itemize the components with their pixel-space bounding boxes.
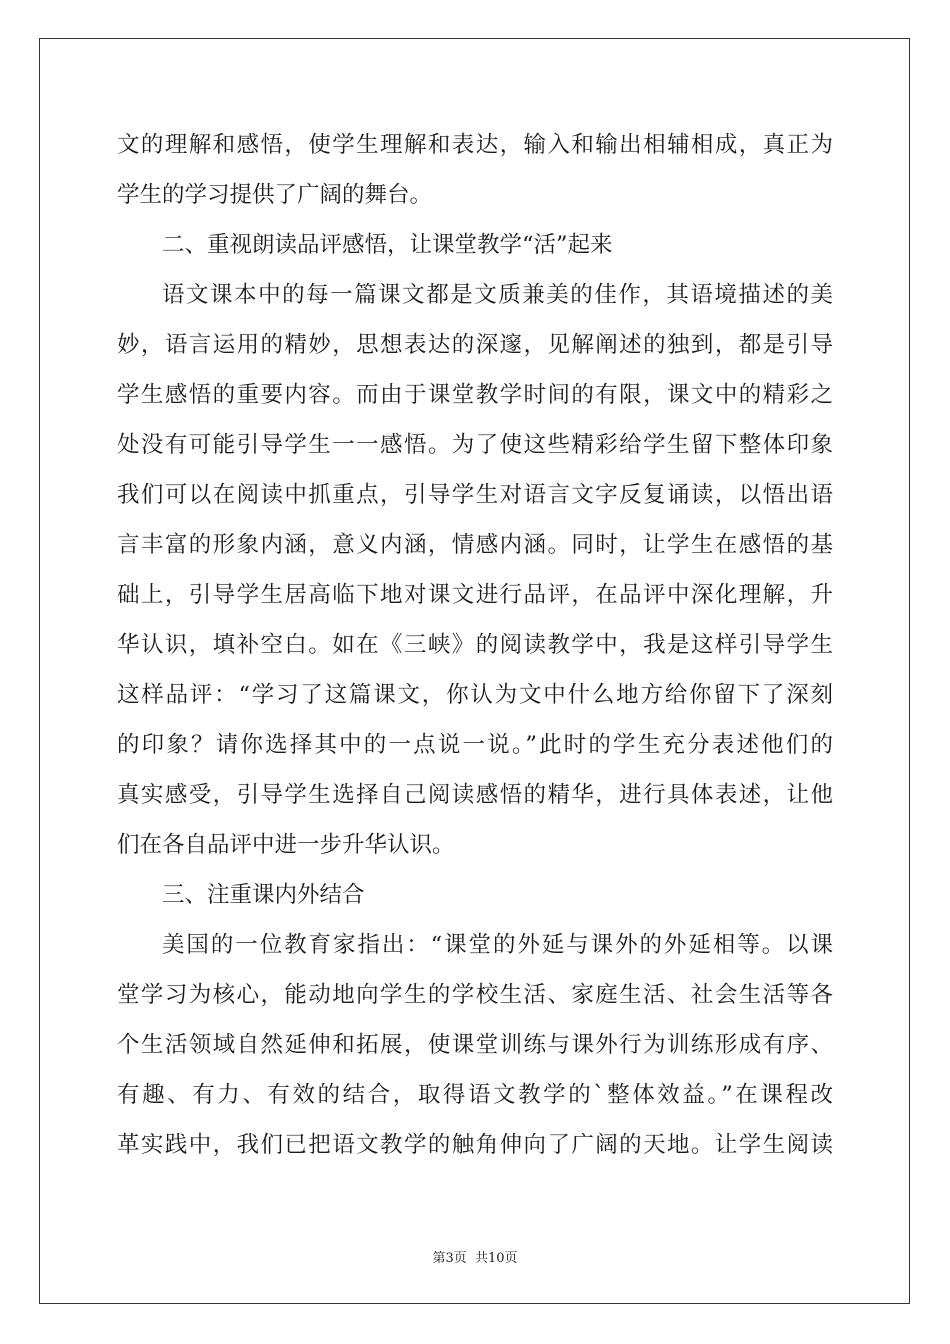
text-line: 础上，引导学生居高临下地对课文进行品评，在品评中深化理解，升	[117, 582, 833, 608]
text-line: 堂学习为核心，能动地向学生的学校生活、家庭生活、社会生活等各	[117, 982, 833, 1008]
page-footer	[0, 1247, 950, 1266]
text-line: 文的理解和感悟，使学生理解和表达，输入和输出相辅相成，真正为	[117, 132, 833, 158]
text-line: 这样品评：“学习了这篇课文，你认为文中什么地方给你留下了深刻	[117, 682, 833, 708]
text-line: 语文课本中的每一篇课文都是文质兼美的佳作，其语境描述的美	[162, 282, 833, 308]
page-number: 第3页	[432, 1251, 467, 1266]
text-line: 我们可以在阅读中抓重点，引导学生对语言文字反复诵读，以悟出语	[117, 482, 833, 508]
text-line: 有趣、有力、有效的结合，取得语文教学的`整体效益。”在课程改	[117, 1082, 833, 1108]
text-line: 个生活领域自然延伸和拓展，使课堂训练与课外行为训练形成有序、	[117, 1032, 833, 1058]
text-line: 学生感悟的重要内容。而由于课堂教学时间的有限，课文中的精彩之	[117, 382, 833, 408]
text-line: 美国的一位教育家指出：“课堂的外延与课外的外延相等。以课	[162, 932, 833, 958]
text-line: 华认识，填补空白。如在《三峡》的阅读教学中，我是这样引导学生	[117, 632, 833, 658]
text-line: 的印象？请你选择其中的一点说一说。”此时的学生充分表述他们的	[117, 732, 833, 758]
text-line: 妙，语言运用的精妙，思想表达的深邃，见解阐述的独到，都是引导	[117, 332, 833, 358]
text-line: 处没有可能引导学生一一感悟。为了使这些精彩给学生留下整体印象	[117, 432, 833, 458]
text-line: 言丰富的形象内涵，意义内涵，情感内涵。同时，让学生在感悟的基	[117, 532, 833, 558]
document-body	[117, 120, 833, 1170]
text-line: 学生的学习提供了广阔的舞台。	[117, 182, 433, 208]
text-line: 革实践中，我们已把语文教学的触角伸向了广阔的天地。让学生阅读	[117, 1132, 833, 1158]
text-line: 真实感受，引导学生选择自己阅读感悟的精华，进行具体表述，让他	[117, 782, 833, 808]
text-line: 们在各自品评中进一步升华认识。	[117, 832, 455, 858]
page-total: 共10页	[474, 1251, 518, 1266]
section-heading: 二、重视朗读品评感悟，让课堂教学“活”起来	[162, 232, 613, 258]
section-heading: 三、注重课内外结合	[162, 882, 365, 908]
